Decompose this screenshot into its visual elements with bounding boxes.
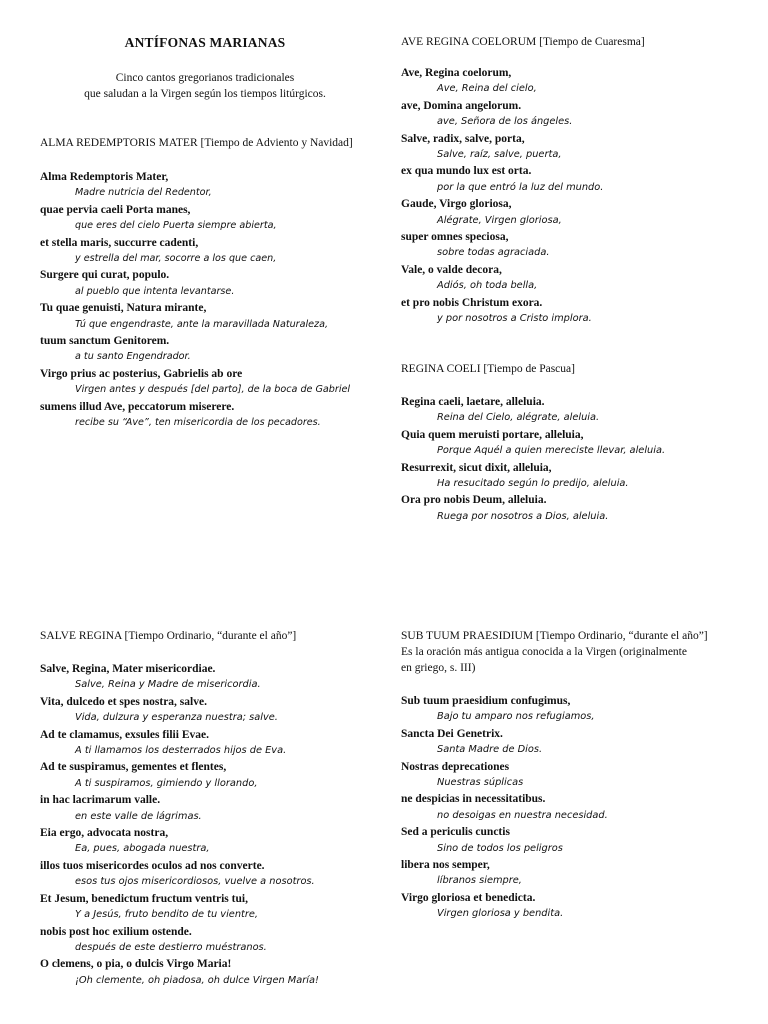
spanish-line: no desoigas en nuestra necesidad. — [437, 809, 608, 821]
spanish-line: ave, Señora de los ángeles. — [437, 116, 573, 128]
verse-list — [401, 693, 746, 923]
verse — [40, 858, 385, 891]
intro-line: Cinco cantos gregorianos tradicionales — [115, 72, 295, 84]
spanish-line: Salve, Reina y Madre de misericordia. — [75, 679, 261, 691]
document-header — [40, 35, 370, 102]
section-heading: ALMA REDEMPTORIS MATER [Tiempo de Adviento y Navidad] — [40, 137, 353, 149]
latin-line: et pro nobis Christum exora. — [401, 296, 543, 309]
spanish-line: Ruega por nosotros a Dios, aleluia. — [437, 510, 609, 522]
spanish-line: Vida, dulzura y esperanza nuestra; salve. — [75, 712, 278, 724]
spanish-line: recibe su “Ave”, ten misericordia de los pecadores. — [75, 417, 321, 429]
page-title: ANTÍFONAS MARIANAS — [124, 35, 286, 50]
spanish-line: al pueblo que intenta levantarse. — [75, 285, 235, 297]
note-line: Es la oración más antigua conocida a la Virgen (originalmente — [401, 646, 687, 658]
verse — [40, 759, 385, 792]
intro-text — [40, 70, 370, 102]
verse — [40, 399, 385, 432]
latin-line: ne despicias in necessitatibus. — [401, 793, 546, 806]
verse — [40, 694, 385, 727]
spanish-line: Ea, pues, abogada nuestra, — [75, 843, 210, 855]
spanish-line: Y a Jesús, fruto bendito de tu vientre, — [75, 909, 259, 921]
section-regina-coeli — [401, 361, 741, 525]
verse — [40, 727, 385, 760]
spanish-line: Adiós, oh toda bella, — [437, 280, 538, 292]
latin-line: tuum sanctum Genitorem. — [40, 335, 170, 348]
verse — [40, 891, 385, 924]
spanish-line: Tú que engendraste, ante la maravillada Naturaleza, — [75, 318, 329, 330]
verse — [40, 661, 385, 694]
verse — [401, 460, 741, 493]
latin-line: quae pervia caeli Porta manes, — [40, 203, 191, 216]
spanish-line: Bajo tu amparo nos refugiamos, — [437, 711, 595, 723]
spanish-line: en este valle de lágrimas. — [75, 810, 202, 822]
verse-list — [40, 169, 385, 432]
spanish-line: y estrella del mar, socorre a los que caen, — [75, 253, 277, 265]
verse — [40, 956, 385, 989]
verse — [401, 726, 746, 759]
verse — [401, 492, 741, 525]
latin-line: Quia quem meruisti portare, alleluia, — [401, 428, 584, 441]
verse — [40, 792, 385, 825]
verse-list — [401, 394, 741, 525]
verse — [401, 394, 741, 427]
verse — [401, 857, 746, 890]
section-heading: REGINA COELI [Tiempo de Pascua] — [401, 363, 575, 375]
section-heading: AVE REGINA COELORUM [Tiempo de Cuaresma] — [401, 36, 645, 48]
spanish-line: después de este destierro muéstranos. — [75, 941, 267, 953]
verse — [40, 300, 385, 333]
spanish-line: por la que entró la luz del mundo. — [437, 181, 604, 193]
latin-line: sumens illud Ave, peccatorum miserere. — [40, 400, 235, 413]
latin-line: Ad te suspiramus, gementes et flentes, — [40, 761, 227, 774]
latin-line: Sub tuum praesidium confugimus, — [401, 695, 571, 707]
latin-line: Sed a periculis cunctis — [401, 826, 510, 839]
section-salve-regina — [40, 628, 385, 989]
verse — [401, 163, 741, 196]
section-heading: SALVE REGINA [Tiempo Ordinario, “durante el año”] — [40, 630, 297, 642]
verse-list — [40, 661, 385, 989]
verse — [401, 65, 741, 98]
latin-line: et stella maris, succurre cadenti, — [40, 236, 199, 249]
latin-line: ave, Domina angelorum. — [401, 99, 522, 112]
section-note — [401, 644, 746, 676]
spanish-line: Sino de todos los peligros — [437, 842, 563, 854]
spanish-line: Madre nutricia del Redentor, — [75, 187, 212, 199]
latin-line: Ave, Regina coelorum, — [401, 67, 512, 79]
spanish-line: Reina del Cielo, alégrate, aleluia. — [437, 412, 600, 424]
spanish-line: A ti suspiramos, gimiendo y llorando, — [75, 777, 258, 789]
verse — [40, 333, 385, 366]
spanish-line: a tu santo Engendrador. — [75, 351, 191, 363]
latin-line: Alma Redemptoris Mater, — [40, 171, 169, 183]
latin-line: Vita, dulcedo et spes nostra, salve. — [40, 695, 207, 708]
verse — [401, 229, 741, 262]
verse — [40, 924, 385, 957]
verse — [401, 131, 741, 164]
latin-line: in hac lacrimarum valle. — [40, 794, 161, 807]
spanish-line: que eres del cielo Puerta siempre abierta, — [75, 220, 277, 232]
verse — [401, 693, 746, 726]
verse — [401, 824, 746, 857]
spanish-line: Salve, raíz, salve, puerta, — [437, 149, 562, 161]
spanish-line: Santa Madre de Dios. — [437, 744, 543, 756]
latin-line: Nostras deprecationes — [401, 760, 510, 773]
spanish-line: Ave, Reina del cielo, — [437, 83, 537, 95]
section-sub-tuum — [401, 628, 746, 923]
latin-line: Salve, Regina, Mater misericordiae. — [40, 663, 216, 675]
spanish-line: A ti llamamos los desterrados hijos de Eva. — [75, 745, 287, 757]
latin-line: nobis post hoc exilium ostende. — [40, 925, 192, 938]
latin-line: ex qua mundo lux est orta. — [401, 165, 532, 178]
latin-line: Regina caeli, laetare, alleluia. — [401, 396, 545, 408]
spanish-line: Nuestras súplicas — [437, 777, 524, 789]
spanish-line: Ha resucitado según lo predijo, aleluia. — [437, 478, 629, 490]
section-alma-redemptoris — [40, 135, 385, 432]
verse-list — [401, 65, 741, 328]
latin-line: O clemens, o pia, o dulcis Virgo Maria! — [40, 958, 232, 971]
verse — [401, 98, 741, 131]
verse — [40, 202, 385, 235]
spanish-line: y por nosotros a Cristo implora. — [437, 313, 592, 325]
latin-line: Surgere qui curat, populo. — [40, 269, 170, 282]
latin-line: super omnes speciosa, — [401, 231, 509, 244]
verse — [40, 267, 385, 300]
latin-line: Resurrexit, sicut dixit, alleluia, — [401, 461, 552, 474]
latin-line: Virgo gloriosa et benedicta. — [401, 891, 536, 904]
spanish-line: Virgen gloriosa y bendita. — [437, 908, 564, 920]
spanish-line: líbranos siempre, — [437, 875, 522, 887]
verse — [40, 235, 385, 268]
latin-line: Tu quae genuisti, Natura mirante, — [40, 302, 207, 315]
spanish-line: ¡Oh clemente, oh piadosa, oh dulce Virgen María! — [75, 974, 319, 986]
verse — [40, 169, 385, 202]
verse — [401, 295, 741, 328]
spanish-line: esos tus ojos misericordiosos, vuelve a nosotros. — [75, 876, 315, 888]
verse — [40, 825, 385, 858]
verse — [401, 427, 741, 460]
latin-line: Eia ergo, advocata nostra, — [40, 827, 169, 840]
latin-line: libera nos semper, — [401, 859, 490, 872]
spanish-line: Alégrate, Virgen gloriosa, — [437, 214, 562, 226]
latin-line: Vale, o valde decora, — [401, 263, 502, 276]
verse — [401, 890, 746, 923]
latin-line: Salve, radix, salve, porta, — [401, 132, 525, 145]
verse — [40, 366, 385, 399]
intro-line: que saludan a la Virgen según los tiempos litúrgicos. — [84, 88, 326, 100]
latin-line: Sancta Dei Genetrix. — [401, 727, 503, 740]
latin-line: Et Jesum, benedictum fructum ventris tui, — [40, 892, 248, 905]
section-heading: SUB TUUM PRAESIDIUM [Tiempo Ordinario, “durante el año”] — [401, 630, 708, 642]
spanish-line: sobre todas agraciada. — [437, 247, 550, 259]
latin-line: Virgo prius ac posterius, Gabrielis ab ore — [40, 367, 243, 380]
verse — [401, 196, 741, 229]
latin-line: Ora pro nobis Deum, alleluia. — [401, 494, 547, 507]
section-ave-regina — [401, 34, 741, 328]
verse — [401, 791, 746, 824]
spanish-line: Virgen antes y después [del parto], de la boca de Gabriel — [75, 384, 351, 396]
verse — [401, 262, 741, 295]
latin-line: Ad te clamamus, exsules filii Evae. — [40, 728, 209, 741]
verse — [401, 759, 746, 792]
latin-line: illos tuos misericordes oculos ad nos converte. — [40, 859, 265, 872]
spanish-line: Porque Aquél a quien mereciste llevar, aleluia. — [437, 445, 666, 457]
latin-line: Gaude, Virgo gloriosa, — [401, 198, 512, 211]
note-line: en griego, s. III) — [401, 662, 476, 674]
